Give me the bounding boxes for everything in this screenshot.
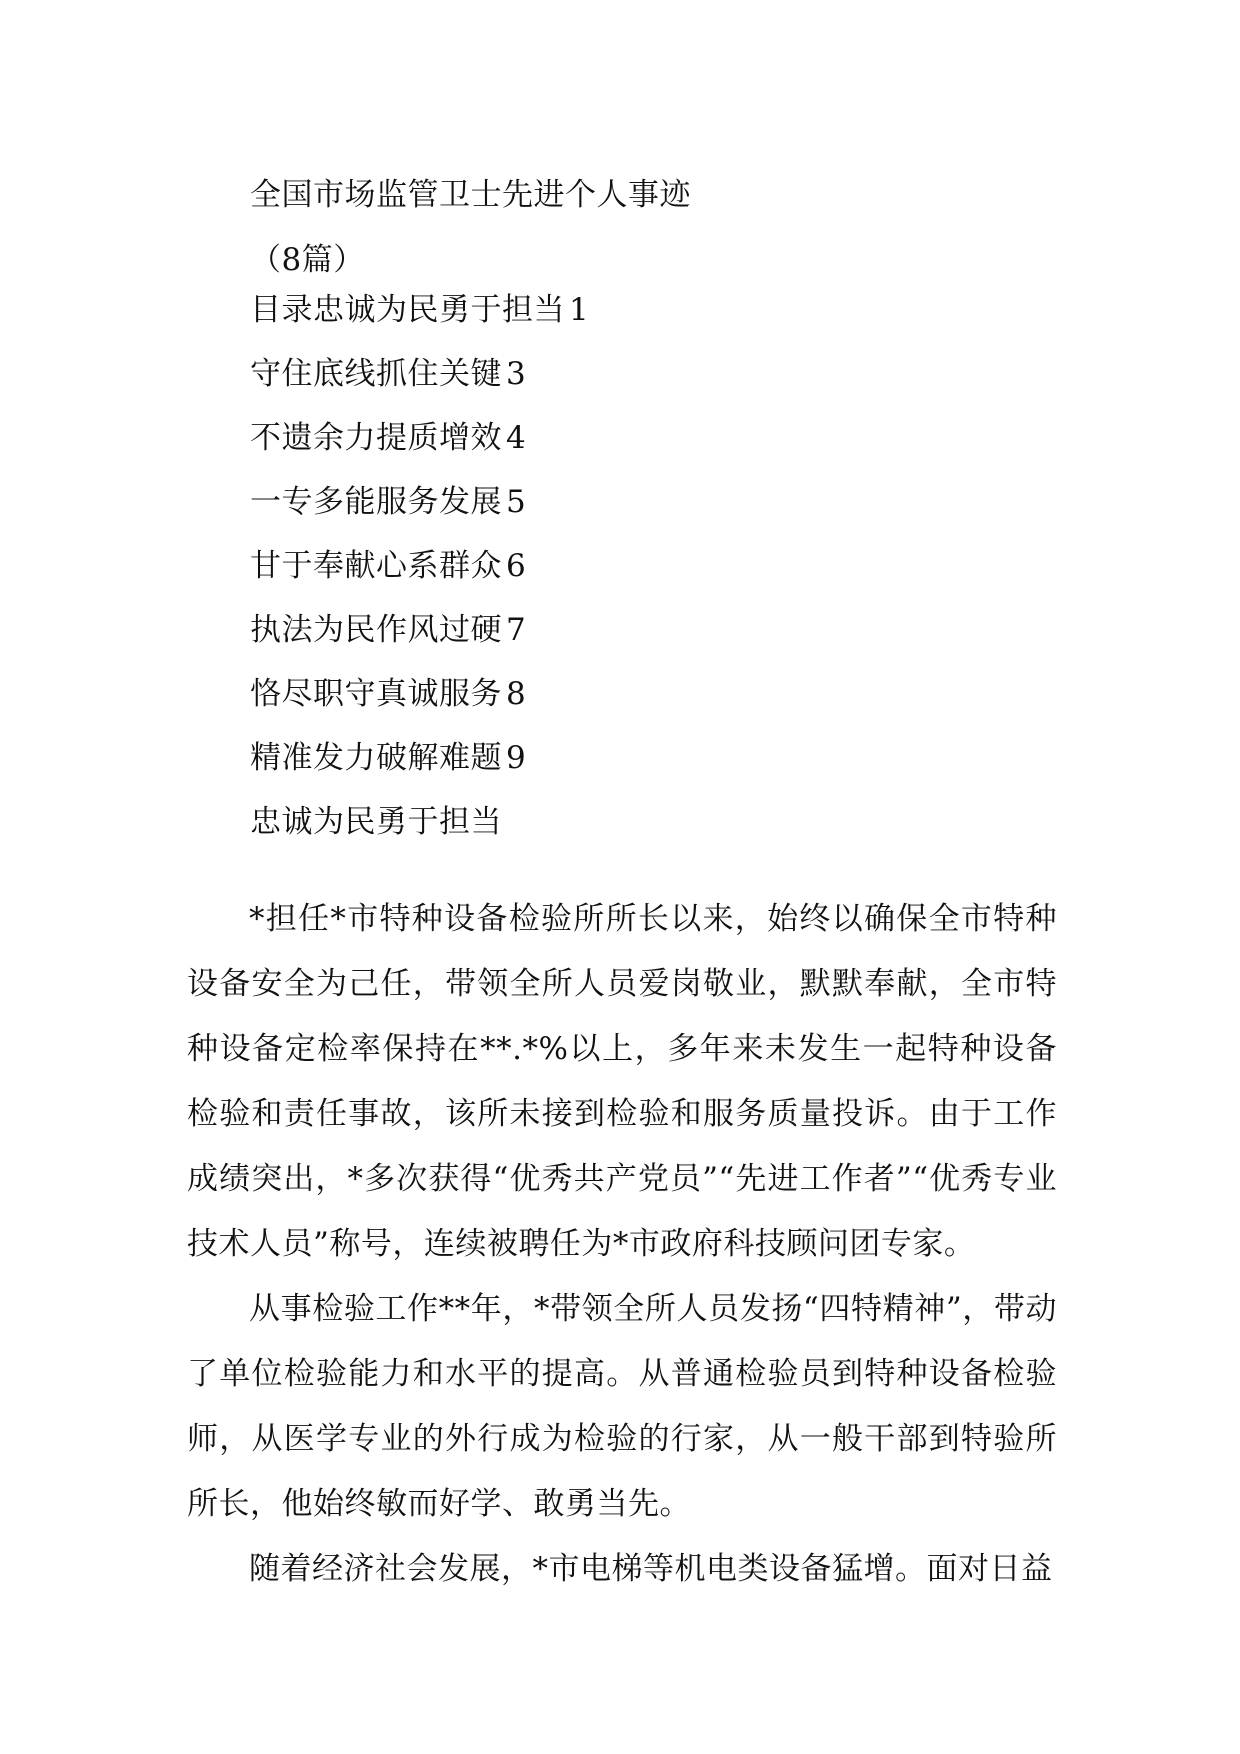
toc-item-page: 3 (506, 356, 527, 392)
toc-item-page: 5 (506, 484, 527, 520)
toc-item (250, 738, 526, 778)
toc-item-page: 4 (506, 420, 527, 456)
section-heading: 忠诚为民勇于担当 (250, 804, 502, 840)
toc-item-label: 甘于奉献心系群众 (250, 548, 502, 584)
toc-item-label: 忠诚为民勇于担当 (313, 292, 565, 328)
toc-item (250, 674, 526, 714)
document-title: 全国市场监管卫士先进个人事迹 (250, 177, 691, 213)
toc-item-label: 精准发力破解难题 (250, 740, 502, 776)
toc-item-page: 7 (506, 612, 527, 648)
toc-item (250, 610, 526, 650)
toc-item-page: 9 (506, 740, 527, 776)
body-paragraph: 从事检验工作**年，*带领全所人员发扬“四特精神”，带动了单位检验能力和水平的提高。从普通检验员到特种设备检验师，从医学专业的外行成为检验的行家，从一般干部到特验所所长，他始终敏而好学、敢勇当先。 (187, 1291, 1057, 1522)
toc-item-page: 6 (506, 548, 527, 584)
toc-item-label: 一专多能服务发展 (250, 484, 502, 520)
toc-item (250, 290, 589, 330)
toc-prefix: 目录 (250, 292, 313, 328)
toc-item-page: 1 (569, 292, 590, 328)
toc-item-label: 恪尽职守真诚服务 (250, 676, 502, 712)
toc-item (250, 482, 526, 522)
toc-item-label: 不遗余力提质增效 (250, 420, 502, 456)
document-subtitle: （8篇） (250, 242, 365, 278)
body-paragraph: 随着经济社会发展，*市电梯等机电类设备猛增。面对日益 (249, 1551, 1053, 1587)
toc-item-page: 8 (506, 676, 527, 712)
toc-item-label: 守住底线抓住关键 (250, 356, 502, 392)
toc-item-label: 执法为民作风过硬 (250, 612, 502, 648)
toc-item (250, 546, 526, 586)
toc-item (250, 418, 526, 458)
toc-item (250, 354, 526, 394)
body-paragraph: *担任*市特种设备检验所所长以来，始终以确保全市特种设备安全为己任，带领全所人员爱岗敬业，默默奉献，全市特种设备定检率保持在**.*%以上，多年来未发生一起特种设备检验和责任事故，该所未接到检验和服务质量投诉。由于工作成绩突出，*多次获得“优秀共产党员”“先进工作者”“优秀专业技术人员”称号，连续被聘任为*市政府科技顾问团专家。 (187, 901, 1057, 1262)
